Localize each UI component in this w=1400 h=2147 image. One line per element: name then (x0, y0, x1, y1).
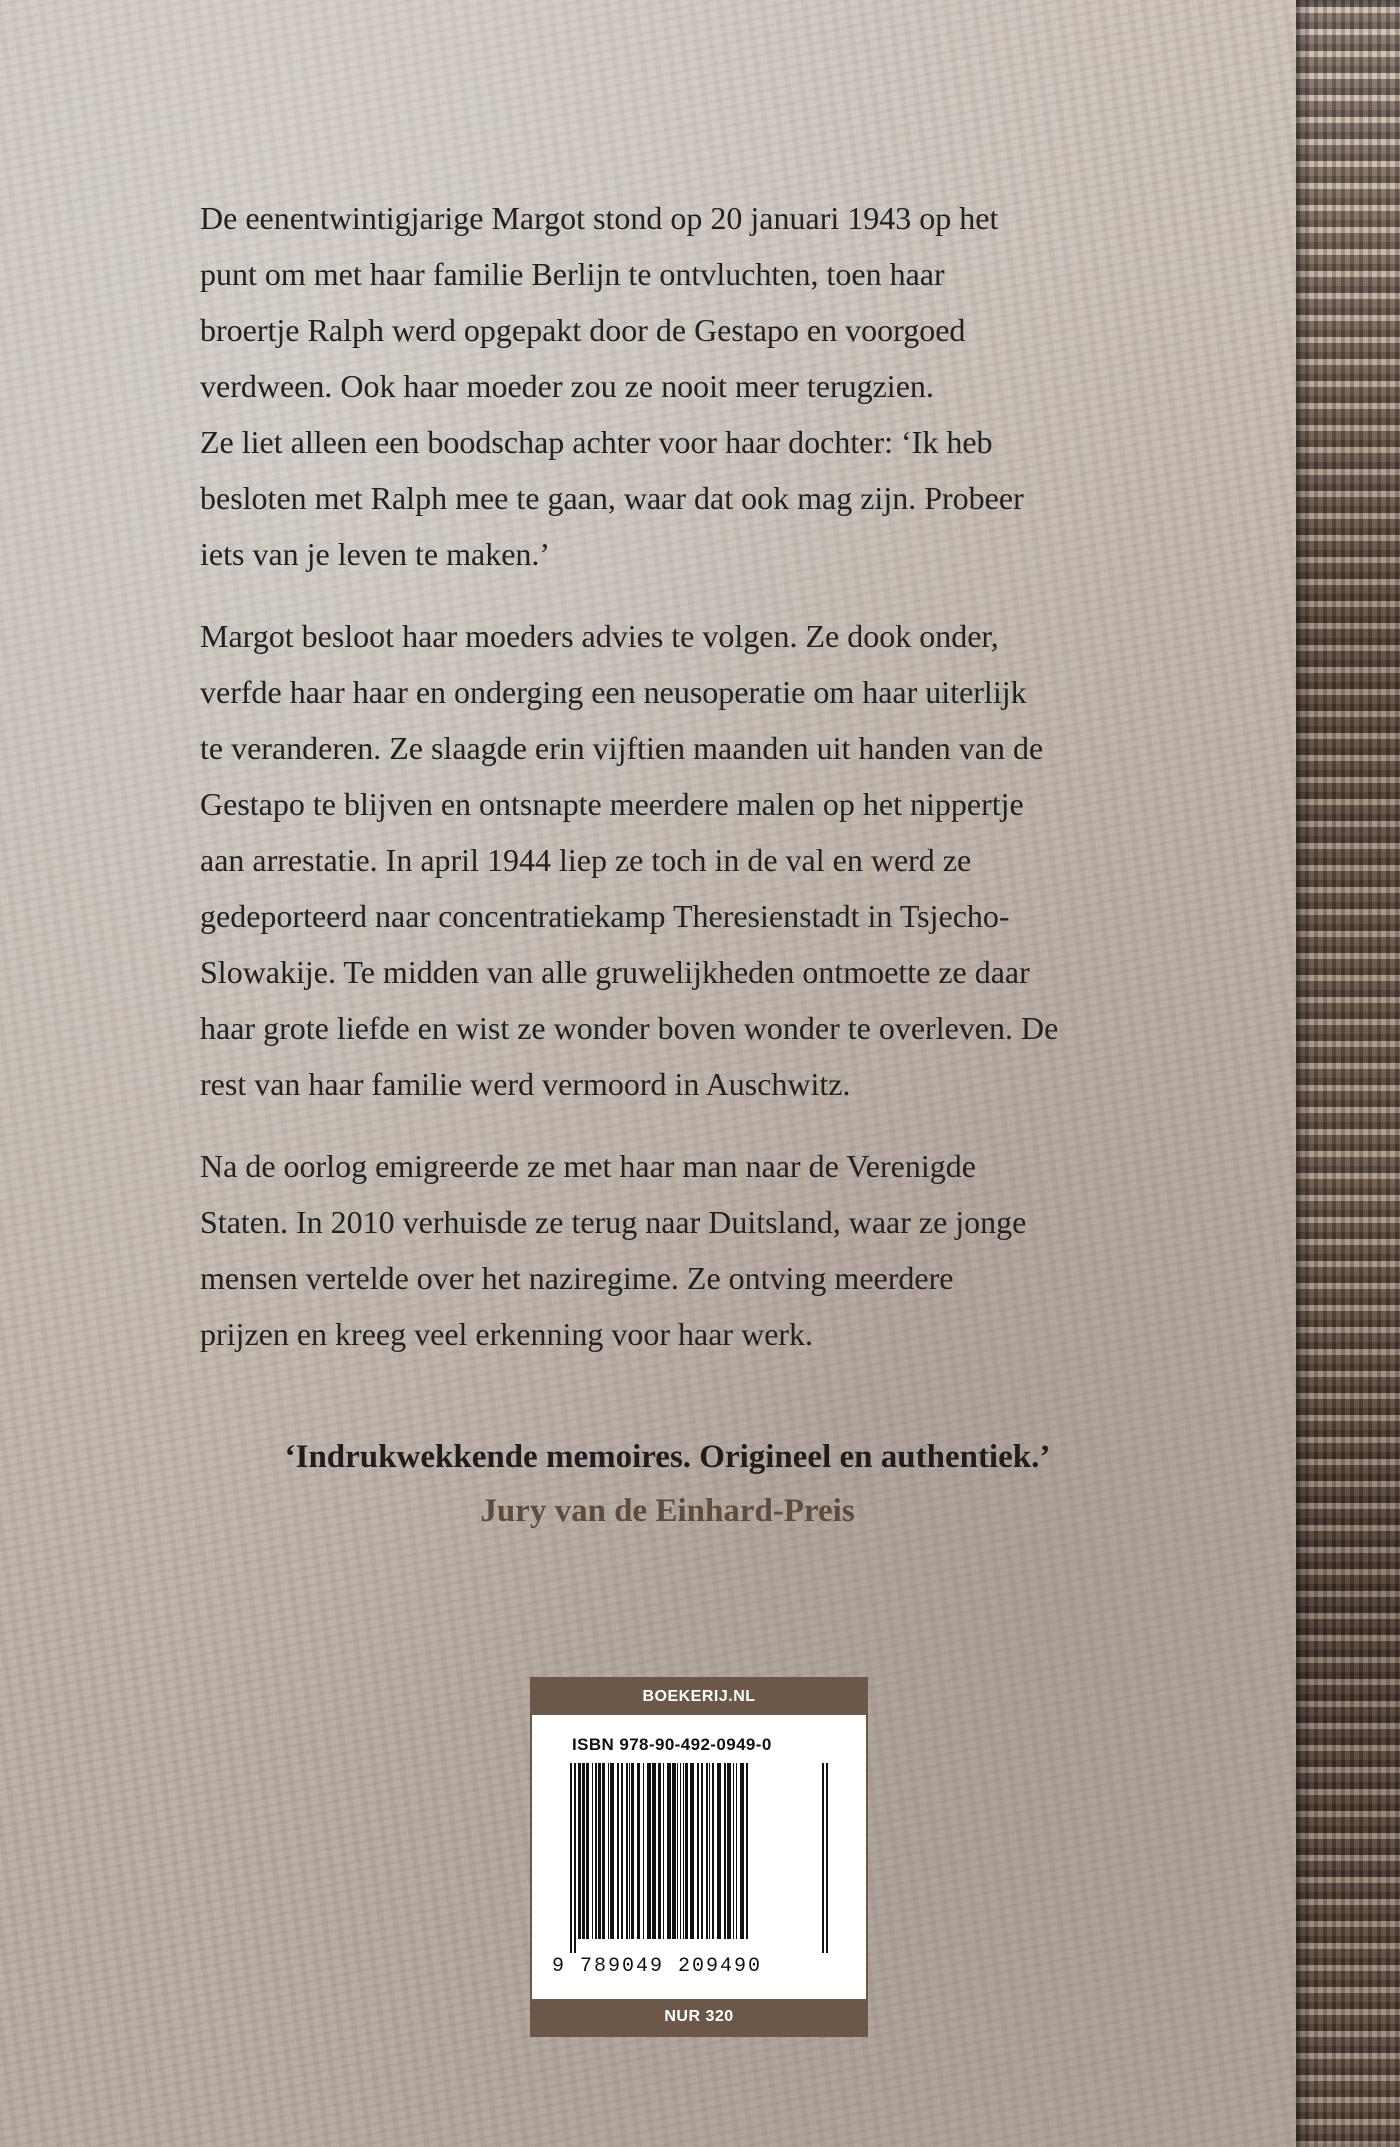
barcode-guard-bar (570, 1763, 572, 1953)
barcode-bar (736, 1763, 737, 1939)
barcode-bar (677, 1763, 678, 1939)
quote-text: ‘Indrukwekkende memoires. Origineel en authentiek.’ (284, 1439, 1051, 1475)
blurb-paragraph-2 (200, 608, 1180, 1112)
barcode-bar (709, 1763, 710, 1939)
quote-source: Jury van de Einhard-Preis (480, 1493, 855, 1529)
barcode-bar (578, 1763, 581, 1939)
barcode-bar (610, 1763, 614, 1939)
text-line: Ze liet alleen een boodschap achter voor haar dochter: ‘Ik heb (200, 424, 993, 460)
nur-band: NUR 320 (532, 1999, 866, 2035)
barcode-bar (672, 1763, 676, 1939)
barcode-bar (717, 1763, 721, 1939)
barcode-panel (530, 1677, 868, 2037)
text-line: Staten. In 2010 verhuisde ze terug naar Duitsland, waar ze jonge (200, 1204, 1027, 1240)
review-quote (200, 1430, 1135, 1538)
barcode-bar (733, 1763, 734, 1939)
barcode-bar (683, 1763, 684, 1939)
barcode-bar (746, 1763, 748, 1939)
barcode-guard-bar (826, 1763, 828, 1953)
barcode-bar (697, 1763, 699, 1939)
text-line: Na de oorlog emigreerde ze met haar man naar de Verenigde (200, 1148, 976, 1184)
barcode-bar (712, 1763, 714, 1939)
barcode-bar (724, 1763, 726, 1939)
text-line: besloten met Ralph mee te gaan, waar dat ook mag zijn. Probeer (200, 480, 1024, 516)
text-line: punt om met haar familie Berlijn te ontvluchten, toen haar (200, 256, 945, 292)
barcode-bar (647, 1763, 651, 1939)
barcode-bar (592, 1763, 593, 1939)
blurb-paragraph-3 (200, 1138, 1180, 1362)
barcode-bar (706, 1763, 708, 1939)
barcode-guard-bar (822, 1763, 824, 1953)
barcode-bar (690, 1763, 694, 1939)
barcode-bar (637, 1763, 640, 1939)
text-line: mensen vertelde over het naziregime. Ze ontving meerdere (200, 1260, 954, 1296)
barcode-bar (629, 1763, 630, 1939)
text-line: haar grote liefde en wist ze wonder boven wonder te overleven. De (200, 1010, 1059, 1046)
spine-photo-strip (1296, 0, 1400, 2147)
barcode-guard-bar (574, 1763, 576, 1953)
barcode-bar (727, 1763, 731, 1939)
barcode-bar (598, 1763, 601, 1939)
barcode-bar (626, 1763, 628, 1939)
text-line: rest van haar familie werd vermoord in Auschwitz. (200, 1066, 851, 1102)
barcode-bar (608, 1763, 609, 1939)
text-line: te veranderen. Ze slaagde erin vijftien maanden uit handen van de (200, 730, 1044, 766)
barcode-bar (652, 1763, 656, 1939)
text-line: broertje Ralph werd opgepakt door de Gestapo en voorgoed (200, 312, 966, 348)
barcode-bar (586, 1763, 589, 1939)
barcode-bar (621, 1763, 623, 1939)
text-line: verfde haar haar en onderging een neusoperatie om haar uiterlijk (200, 674, 1027, 710)
text-line: Gestapo te blijven en ontsnapte meerdere malen op het nippertje (200, 786, 1024, 822)
text-line: Slowakije. Te midden van alle gruwelijkheden ontmoette ze daar (200, 954, 1030, 990)
barcode-digits: 9 789049 209490 (552, 1955, 763, 1978)
barcode-bar (667, 1763, 671, 1939)
text-line: gedeporteerd naar concentratiekamp Theresienstadt in Tsjecho- (200, 898, 1010, 934)
text-line: prijzen en kreeg veel erkenning voor haar werk. (200, 1316, 814, 1352)
text-line: aan arrestatie. In april 1944 liep ze toch in de val en werd ze (200, 842, 972, 878)
text-line: verdween. Ook haar moeder zou ze nooit meer terugzien. (200, 368, 934, 404)
barcode-bar (631, 1763, 634, 1939)
barcode-bar (617, 1763, 619, 1939)
barcode-bar (701, 1763, 703, 1939)
barcode-bars (570, 1763, 832, 1953)
text-line: Margot besloot haar moeders advies te volgen. Ze dook onder, (200, 618, 999, 654)
blurb-paragraph-1 (200, 190, 1180, 582)
blurb-text (200, 190, 1180, 1388)
barcode-bar (595, 1763, 597, 1939)
isbn-label: ISBN 978-90-492-0949-0 (572, 1735, 772, 1754)
barcode-bar (685, 1763, 688, 1939)
barcode-bar (582, 1763, 585, 1939)
barcode-bar (740, 1763, 744, 1939)
barcode-bar (680, 1763, 681, 1939)
publisher-site-band: BOEKERIJ.NL (532, 1679, 866, 1715)
barcode-bar (602, 1763, 605, 1939)
barcode-bar (643, 1763, 644, 1939)
text-line: De eenentwintigjarige Margot stond op 20 januari 1943 op het (200, 200, 999, 236)
barcode-bar (658, 1763, 661, 1939)
barcode-bar (663, 1763, 664, 1939)
text-line: iets van je leven te maken.’ (200, 536, 551, 572)
